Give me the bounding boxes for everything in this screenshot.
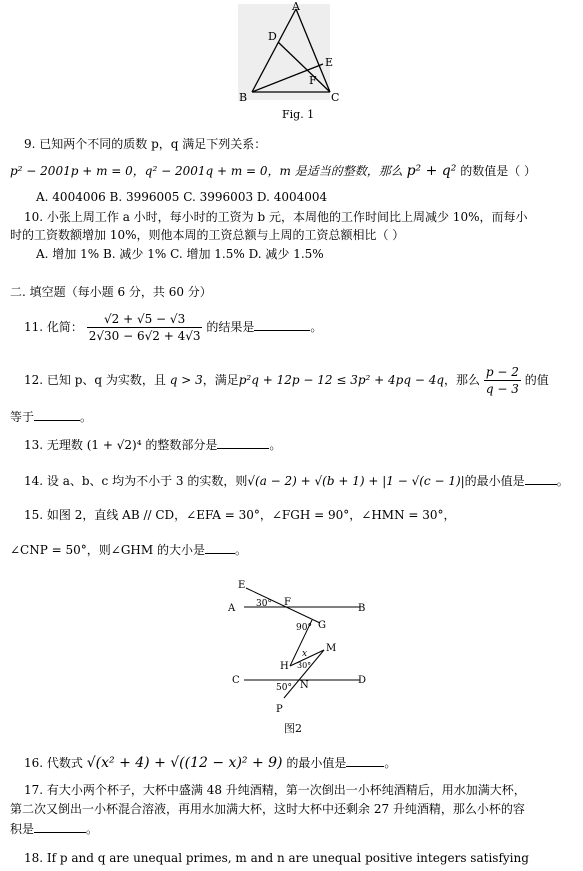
q12-numerator [484, 364, 521, 381]
figure-2 [220, 574, 380, 740]
q10-line1: 10. 小张上周工作 a 小时，每小时的工资为 b 元，本周他的工作时间比上周减少 10%，而每小 [24, 210, 528, 224]
fig2-label-c: C [232, 675, 240, 686]
fig1-label-e: E [325, 56, 334, 69]
q9-tail: 的数值是（ ） [460, 164, 537, 178]
q12-line2-text: 等于 [10, 410, 35, 424]
q9-options: A. 4004006 B. 3996005 C. 3996003 D. 4004004 [36, 190, 328, 204]
fig2-label-p: P [276, 704, 283, 715]
q11-numerator: √2 + √5 − √3 [87, 311, 203, 328]
fig2-label-h: H [280, 661, 289, 672]
q13-expression: (1 + √2)⁴ [86, 438, 142, 452]
fig2-angle-30: 30° [256, 599, 272, 609]
q15-line1: 15. 如图 2，直线 AB // CD，∠EFA = 30°，∠FGH = 90°，∠HMN = 30°， [24, 508, 456, 522]
q17-answer-blank[interactable] [34, 832, 86, 833]
fig2-caption: 图2 [284, 722, 302, 735]
q12-condition: q > 3 [169, 373, 203, 387]
q12-end: 。 [80, 410, 93, 424]
q15-answer-blank[interactable] [205, 553, 235, 554]
q12-then: ，那么 [444, 373, 481, 387]
fig2-angle-50: 50° [276, 683, 292, 693]
q14-answer-blank[interactable] [525, 484, 557, 485]
q14-expression: √(a − 2) + √(b + 1) + |1 − √(c − 1)| [247, 474, 465, 488]
q15-line2-text: ∠CNP = 50°，则∠GHM 的大小是 [10, 543, 205, 557]
q12-fraction [484, 364, 521, 397]
q11-fraction [87, 311, 203, 344]
q9-equation: p² − 2001p + m = 0，q² − 2001q + m = 0，m 是适当的整数，那么 [10, 164, 403, 178]
fig2-angle-30b: 30° [297, 661, 312, 670]
fig1-caption: Fig. 1 [282, 108, 315, 121]
fig1-label-a: A [292, 0, 300, 13]
q13-end: 。 [269, 438, 282, 452]
fig2-label-x: x [302, 649, 308, 659]
q10-options: A. 增加 1% B. 减少 1% C. 增加 1.5% D. 减少 1.5% [36, 247, 324, 261]
fig1-label-b: B [239, 91, 248, 104]
figure-1 [230, 0, 340, 122]
q16-prefix: 16. 代数式 [24, 756, 83, 770]
q11-denominator: 2√30 − 6√2 + 4√3 [88, 329, 201, 343]
q12-line [24, 364, 549, 397]
q16-expression: √(x² + 4) + √((12 − x)² + 9) [86, 755, 283, 771]
fig1-label-d: D [268, 30, 277, 43]
q11-tail: 的结果是 [206, 320, 255, 334]
fig2-label-g: G [318, 620, 326, 631]
q9-line1: 9. 已知两个不同的质数 p，q 满足下列关系： [24, 137, 267, 151]
fig2-label-e: E [238, 580, 246, 591]
q16-answer-blank[interactable] [346, 766, 384, 767]
q15-end: 。 [234, 543, 247, 557]
q16-end: 。 [384, 756, 397, 770]
fig2-label-m: M [326, 643, 337, 654]
q12-numerator-text: p − 2 [485, 365, 519, 379]
fig2-label-f: F [284, 597, 291, 608]
q17-line3-text: 积是 [10, 822, 35, 836]
q13-line [24, 438, 281, 452]
q9-equation-line [10, 164, 536, 178]
q15-line2 [10, 543, 247, 557]
q13-answer-blank[interactable] [217, 448, 269, 449]
q12-prefix: 12. 已知 p、q 为实数，且 [24, 373, 166, 387]
q17-line1: 17. 有大小两个杯子，大杯中盛满 48 升纯酒精，第一次倒出一小杯纯酒精后，用水加满大杯， [24, 783, 526, 797]
fig1-label-f: F [309, 74, 317, 87]
q13-prefix: 13. 无理数 [24, 438, 83, 452]
q11-prefix: 11. 化简： [24, 320, 83, 334]
q12-denominator-text: q − 3 [485, 382, 519, 396]
q13-tail: 的整数部分是 [145, 438, 218, 452]
q12-mid: ，满足 [202, 373, 239, 387]
q12-denominator [484, 381, 521, 397]
fig2-label-a: A [228, 603, 236, 614]
q12-line2 [10, 410, 92, 424]
q10-line2: 时的工资数额增加 10%，则他本周的工资总额与上周的工资总额相比（ ） [10, 228, 405, 242]
q9-expression: p² + q² [406, 163, 457, 179]
q14-prefix: 14. 设 a、b、c 均为不小于 3 的实数，则 [24, 474, 248, 488]
q14-end: 。 [556, 474, 569, 488]
q12-tail: 的值 [524, 373, 549, 387]
section-2-title: 二. 填空题（每小题 6 分，共 60 分） [10, 285, 212, 299]
q11-answer-blank[interactable] [254, 330, 310, 331]
q16-line [24, 755, 396, 771]
q14-tail: 的最小值是 [464, 474, 525, 488]
fig2-label-n: N [300, 680, 309, 691]
q12-inequality: p²q + 12p − 12 ≤ 3p² + 4pq − 4q [238, 373, 445, 387]
fig2-label-b: B [358, 603, 366, 614]
fig2-label-d: D [358, 675, 367, 686]
fig1-label-c: C [331, 91, 340, 104]
q17-line3 [10, 822, 98, 836]
q17-line2: 第二次又倒出一小杯混合溶液，再用水加满大杯，这时大杯中还剩余 27 升纯酒精，那么小杯的容 [10, 802, 525, 816]
q11-line [24, 311, 322, 344]
fig2-angle-90: 90° [296, 623, 312, 633]
q12-answer-blank[interactable] [34, 420, 80, 421]
q14-line [24, 474, 569, 488]
q11-end: 。 [310, 320, 323, 334]
q18-line1: 18. If p and q are unequal primes, m and n are unequal positive integers satisfying [24, 851, 529, 865]
q17-end: 。 [86, 822, 99, 836]
q16-tail: 的最小值是 [286, 756, 347, 770]
